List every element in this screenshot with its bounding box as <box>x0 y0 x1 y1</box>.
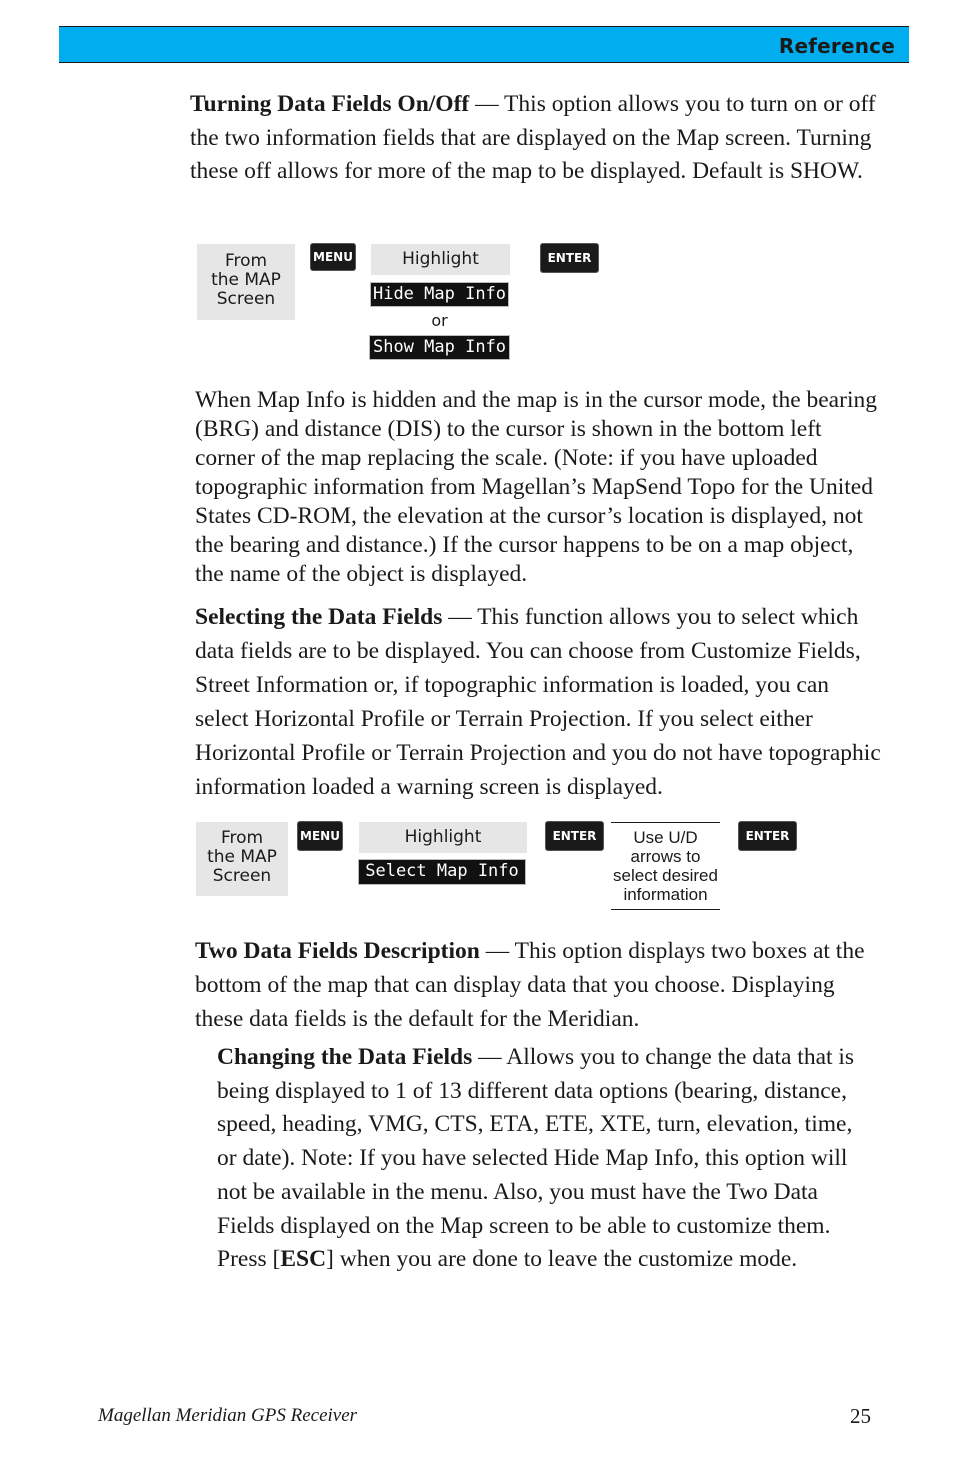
menu-key: MENU <box>297 821 343 851</box>
step-text: From <box>224 251 268 271</box>
paragraph-heading: Changing the Data Fields <box>217 1044 473 1070</box>
hide-map-info-option: Hide Map Info <box>370 282 509 307</box>
select-map-info-option: Select Map Info <box>358 859 526 885</box>
section-title: Reference <box>778 34 895 58</box>
enter-key: ENTER <box>540 243 599 273</box>
from-map-screen-box <box>196 822 288 896</box>
paragraph-body: — Allows you to change the data that is being displayed to 1 of 13 different data options (bearing, distance, speed, heading, VMG, CTS, ETA, ETE, XTE, turn, elevation, time, or date). Note: If you have selected Hide Map Info, this option will not be available in the menu. Also, you must have the Two Data Fields displayed on the Map screen to be able to customize them. Press [ <box>217 1044 855 1273</box>
instruction-box <box>611 822 720 910</box>
paragraph-two-data-fields <box>195 934 885 1036</box>
paragraph-body: — This option allows you to turn on or off the two information fields that are displayed on the Map screen. Turning these off allows for more of the map to be displayed. Default is SHOW. <box>190 91 876 184</box>
footer-title: Magellan Meridian GPS Receiver <box>98 1405 358 1426</box>
instruction-line: select desired <box>613 866 718 885</box>
menu-key: MENU <box>310 243 356 271</box>
step-text: Screen <box>212 866 272 886</box>
step-text: the MAP <box>207 847 277 867</box>
paragraph-heading: Selecting the Data Fields <box>195 604 443 630</box>
paragraph-data-fields-on-off <box>190 88 880 189</box>
paragraph-body: ] when you are done to leave the customize mode. <box>326 1246 798 1273</box>
enter-key: ENTER <box>738 821 797 851</box>
page-number: 25 <box>850 1404 871 1428</box>
step-text: the MAP <box>211 270 281 290</box>
or-text: or <box>431 311 448 330</box>
show-map-info-option: Show Map Info <box>369 335 510 360</box>
enter-key: ENTER <box>545 821 604 851</box>
paragraph-body: — This option displays two boxes at the bottom of the map that can display data that you choose. Displaying these data fields is the default for the Meridian. <box>195 938 865 1032</box>
esc-key-label: ESC <box>280 1246 327 1273</box>
step-text: From <box>220 828 264 848</box>
paragraph-heading: Two Data Fields Description <box>195 938 480 964</box>
highlight-box: Highlight <box>371 244 510 275</box>
paragraph-changing-data-fields <box>217 1041 877 1277</box>
paragraph-heading: Turning Data Fields On/Off <box>190 91 470 117</box>
instruction-line: information <box>623 885 708 904</box>
paragraph-body: — This function allows you to select which data fields are to be displayed. You can choose from Customize Fields, Street Information or, if topographic information is loaded, you can select Horizontal Profile or Terrain Projection. If you select either Horizontal Profile or Terrain Projection and you do not have topographic information loaded a warning screen is displayed. <box>195 604 881 800</box>
instruction-line: arrows to <box>630 847 701 866</box>
highlight-box: Highlight <box>359 822 527 853</box>
paragraph-map-info-hidden: When Map Info is hidden and the map is in the cursor mode, the bearing (BRG) and distance (DIS) to the cursor is shown in the bottom left corner of the map replacing the scale. (Note: if you have uploaded topographic information from Magellan’s MapSend Topo for the United States CD-ROM, the elevation at the cursor’s location is displayed, not the bearing and distance.) If the cursor happens to be on a map object, the name of the object is displayed. <box>195 387 877 587</box>
header-bar <box>59 26 909 63</box>
from-map-screen-box <box>197 244 295 320</box>
step-text: Screen <box>216 289 276 309</box>
paragraph-selecting-data-fields <box>195 600 885 804</box>
instruction-line: Use U/D <box>633 828 698 847</box>
